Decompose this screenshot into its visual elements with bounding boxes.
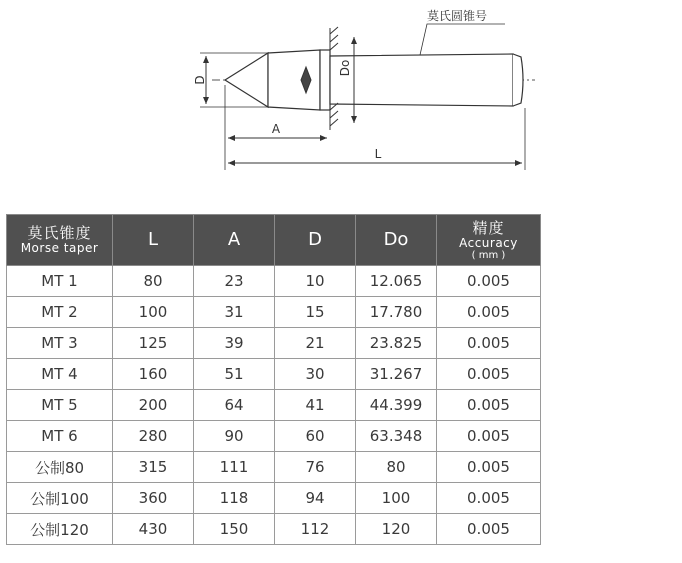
cell-accuracy: 0.005	[437, 514, 541, 545]
dim-do-label: Do	[338, 59, 352, 77]
cell-taper: MT 6	[7, 421, 113, 452]
cell-l: 360	[113, 483, 194, 514]
cell-l: 430	[113, 514, 194, 545]
header-morse-taper	[7, 215, 113, 266]
cell-accuracy: 0.005	[437, 452, 541, 483]
callout-label: 莫氏圆锥号	[427, 9, 488, 23]
live-center-drawing	[0, 0, 682, 190]
shank-end	[513, 54, 523, 106]
cell-do: 63.348	[356, 421, 437, 452]
cell-taper: MT 1	[7, 266, 113, 297]
cell-d: 15	[275, 297, 356, 328]
header-accuracy-en: Accuracy	[459, 235, 518, 250]
cell-taper: 公制100	[7, 483, 113, 514]
cell-do: 100	[356, 483, 437, 514]
table-body	[7, 266, 541, 545]
table-row	[7, 452, 541, 483]
cell-l: 315	[113, 452, 194, 483]
cell-l: 125	[113, 328, 194, 359]
cell-accuracy: 0.005	[437, 328, 541, 359]
cell-d: 30	[275, 359, 356, 390]
table-row	[7, 328, 541, 359]
cell-l: 160	[113, 359, 194, 390]
header-accuracy-cn: 精度	[472, 218, 505, 237]
cell-a: 23	[194, 266, 275, 297]
cell-d: 10	[275, 266, 356, 297]
cell-a: 64	[194, 390, 275, 421]
cell-a: 111	[194, 452, 275, 483]
cell-d: 112	[275, 514, 356, 545]
cell-d: 41	[275, 390, 356, 421]
table-row	[7, 266, 541, 297]
cell-taper: MT 4	[7, 359, 113, 390]
header-accuracy	[437, 215, 541, 266]
cell-a: 90	[194, 421, 275, 452]
cell-do: 44.399	[356, 390, 437, 421]
cell-a: 31	[194, 297, 275, 328]
cell-d: 21	[275, 328, 356, 359]
header-do: Do	[356, 215, 437, 266]
header-d: D	[275, 215, 356, 266]
cell-taper: MT 5	[7, 390, 113, 421]
callout-leader	[420, 24, 505, 55]
cell-a: 118	[194, 483, 275, 514]
header-l: L	[113, 215, 194, 266]
cell-a: 39	[194, 328, 275, 359]
table-row	[7, 514, 541, 545]
cell-l: 280	[113, 421, 194, 452]
technical-drawing	[0, 0, 682, 190]
cell-do: 12.065	[356, 266, 437, 297]
cell-accuracy: 0.005	[437, 390, 541, 421]
header-a: A	[194, 215, 275, 266]
cell-accuracy: 0.005	[437, 359, 541, 390]
cell-d: 76	[275, 452, 356, 483]
spec-table	[6, 214, 541, 545]
cell-accuracy: 0.005	[437, 421, 541, 452]
dim-a-label: A	[271, 122, 281, 136]
cell-do: 17.780	[356, 297, 437, 328]
cell-do: 80	[356, 452, 437, 483]
cell-taper: 公制120	[7, 514, 113, 545]
cell-l: 80	[113, 266, 194, 297]
cell-do: 23.825	[356, 328, 437, 359]
cell-accuracy: 0.005	[437, 483, 541, 514]
header-morse-taper-cn: 莫氏锥度	[27, 224, 92, 242]
cell-accuracy: 0.005	[437, 297, 541, 328]
taper-shank	[330, 54, 513, 106]
table-row	[7, 483, 541, 514]
cell-a: 51	[194, 359, 275, 390]
cell-taper: 公制80	[7, 452, 113, 483]
table-header-row	[7, 215, 541, 266]
header-accuracy-unit: ( mm )	[471, 249, 506, 261]
dim-l-label: L	[374, 147, 382, 161]
cell-a: 150	[194, 514, 275, 545]
cell-taper: MT 2	[7, 297, 113, 328]
center-body	[268, 50, 320, 110]
cell-accuracy: 0.005	[437, 266, 541, 297]
cell-l: 200	[113, 390, 194, 421]
cell-l: 100	[113, 297, 194, 328]
table-row	[7, 359, 541, 390]
cell-taper: MT 3	[7, 328, 113, 359]
cell-d: 94	[275, 483, 356, 514]
header-morse-taper-en: Morse taper	[20, 241, 99, 255]
table-row	[7, 421, 541, 452]
cell-d: 60	[275, 421, 356, 452]
cell-do: 120	[356, 514, 437, 545]
cell-do: 31.267	[356, 359, 437, 390]
table-row	[7, 297, 541, 328]
center-point	[225, 53, 268, 107]
table-row	[7, 390, 541, 421]
collar	[320, 50, 330, 110]
dim-d-label: D	[193, 75, 207, 85]
